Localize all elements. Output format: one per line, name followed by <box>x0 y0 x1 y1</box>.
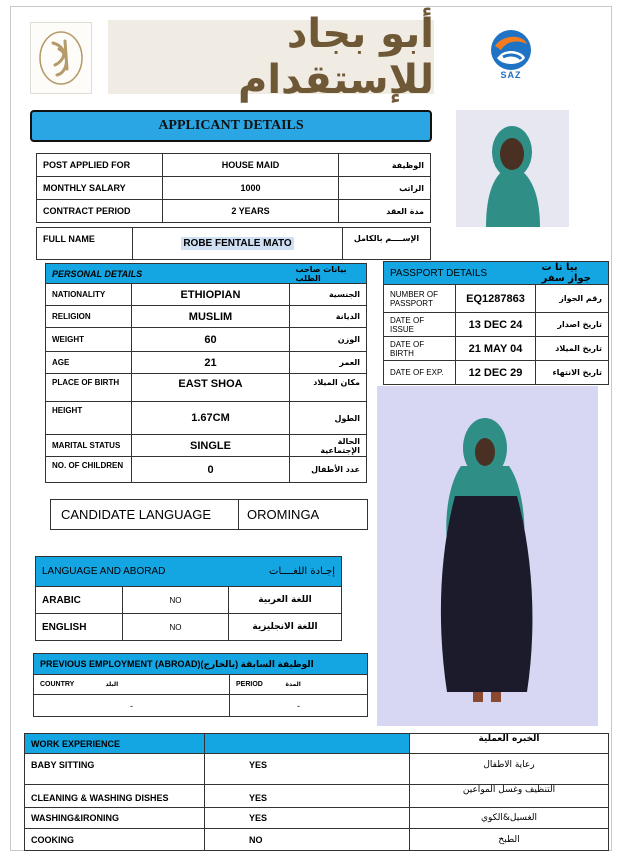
company-logo-left <box>30 22 92 94</box>
personal-value: 60 <box>132 328 290 352</box>
country-value: - <box>34 695 230 717</box>
candidate-language-table <box>50 499 368 530</box>
work-experience-header <box>25 734 609 754</box>
personal-label: AGE <box>46 352 132 374</box>
work-label: BABY SITTING <box>25 754 205 785</box>
passport-label-ar: تاريخ الميلاد <box>536 337 609 361</box>
personal-label: NO. OF CHILDREN <box>46 457 132 483</box>
personal-details-title: PERSONAL DETAILS <box>46 264 290 284</box>
full-name-label: FULL NAME <box>37 228 133 260</box>
passport-label: DATE OF BIRTH <box>384 337 456 361</box>
saz-logo-icon <box>483 28 539 74</box>
work-label-ar: رعاية الاطفال <box>410 754 609 785</box>
table-row <box>37 154 431 177</box>
table-row <box>46 306 367 328</box>
passport-label: DATE OF ISSUE <box>384 313 456 337</box>
period-label: PERIOD <box>230 675 280 695</box>
job-label-ar: الوظيفة <box>339 154 431 177</box>
table-row <box>25 785 609 808</box>
language-header <box>36 557 342 587</box>
passport-value: EQ1287863 <box>456 285 536 313</box>
language-title-ar: إجـادة اللغــــات <box>229 557 342 587</box>
table-row <box>46 352 367 374</box>
personal-value: EAST SHOA <box>132 374 290 402</box>
personal-label: NATIONALITY <box>46 284 132 306</box>
personal-label: HEIGHT <box>46 402 132 435</box>
work-value: YES <box>205 785 410 808</box>
work-label-ar: التنظيف وغسل المواعين <box>410 785 609 808</box>
previous-employment-table <box>33 653 368 717</box>
page-title: APPLICANT DETAILS <box>30 110 432 142</box>
passport-details-header <box>384 262 609 285</box>
passport-value: 12 DEC 29 <box>456 361 536 385</box>
language-label: ARABIC <box>36 587 123 614</box>
table-row <box>37 200 431 223</box>
personal-label: WEIGHT <box>46 328 132 352</box>
work-label: WASHING&IRONING <box>25 808 205 829</box>
personal-label-ar: الديانة <box>290 306 367 328</box>
work-value: YES <box>205 754 410 785</box>
table-row <box>25 808 609 829</box>
job-label-ar: الراتب <box>339 177 431 200</box>
passport-label: NUMBER OF PASSPORT <box>384 285 456 313</box>
table-row <box>46 435 367 457</box>
table-row <box>46 374 367 402</box>
candidate-language-label: CANDIDATE LANGUAGE <box>51 500 239 530</box>
passport-label-ar: تاريخ الانتهاء <box>536 361 609 385</box>
previous-employment-title: PREVIOUS EMPLOYMENT (ABROAD)(الوظيفة السابقة (بالخارج <box>34 654 368 675</box>
language-label: ENGLISH <box>36 614 123 641</box>
personal-value: SINGLE <box>132 435 290 457</box>
work-value: YES <box>205 808 410 829</box>
table-row <box>36 614 342 641</box>
work-experience-blank <box>205 734 410 754</box>
period-label-ar: المدة <box>280 675 368 695</box>
work-experience-title: WORK EXPERIENCE <box>25 734 205 754</box>
full-body-photo <box>377 386 598 726</box>
table-row <box>384 361 609 385</box>
table-row <box>384 313 609 337</box>
company-banner: أبو بجاد للإستقدام <box>108 20 434 94</box>
job-label: MONTHLY SALARY <box>37 177 163 200</box>
personal-label-ar: الحالة الإجتماعية <box>290 435 367 457</box>
work-value: NO <box>205 829 410 851</box>
saz-logo-label: SAZ <box>500 70 522 80</box>
country-label: COUNTRY <box>34 675 100 695</box>
table-row <box>46 328 367 352</box>
calligraphy-logo-icon <box>37 29 85 87</box>
table-row <box>25 829 609 851</box>
personal-details-table <box>45 263 367 483</box>
language-value: NO <box>123 587 229 614</box>
personal-details-header <box>46 264 367 284</box>
personal-value: 21 <box>132 352 290 374</box>
full-name-value <box>133 228 343 260</box>
job-label-ar: مدة العقد <box>339 200 431 223</box>
table-row <box>384 285 609 313</box>
job-label: POST APPLIED FOR <box>37 154 163 177</box>
personal-value: MUSLIM <box>132 306 290 328</box>
work-experience-title-ar: الخبره العملية <box>410 734 609 754</box>
personal-label-ar: العمر <box>290 352 367 374</box>
personal-value: 0 <box>132 457 290 483</box>
passport-details-title-ar: بيا نا ت جواز سفر <box>536 262 609 285</box>
portrait-figure-icon <box>456 110 569 227</box>
personal-label: MARITAL STATUS <box>46 435 132 457</box>
passport-details-table <box>383 261 609 385</box>
personal-label-ar: الطول <box>290 402 367 435</box>
personal-value: ETHIOPIAN <box>132 284 290 306</box>
personal-details-title-ar: بيانات صاحب الطلب <box>290 264 367 284</box>
table-row <box>34 675 368 695</box>
personal-value: 1.67CM <box>132 402 290 435</box>
table-row <box>46 457 367 483</box>
personal-label-ar: الوزن <box>290 328 367 352</box>
work-label-ar: الغسيل&الكوي <box>410 808 609 829</box>
job-details-table <box>36 153 431 223</box>
passport-details-title: PASSPORT DETAILS <box>384 262 536 285</box>
full-body-figure-icon <box>377 386 598 726</box>
table-row <box>37 177 431 200</box>
work-label: CLEANING & WASHING DISHES <box>25 785 205 808</box>
job-value: 1000 <box>163 177 339 200</box>
job-label: CONTRACT PERIOD <box>37 200 163 223</box>
work-label: COOKING <box>25 829 205 851</box>
table-row <box>384 337 609 361</box>
personal-label-ar: الجنسية <box>290 284 367 306</box>
language-title: LANGUAGE AND ABORAD <box>36 557 229 587</box>
full-name-table <box>36 227 431 260</box>
country-label-ar: البلد <box>100 675 230 695</box>
passport-label-ar: تاريخ اصدار <box>536 313 609 337</box>
full-name-text: ROBE FENTALE MATO <box>183 238 292 249</box>
company-logo-right <box>480 28 542 86</box>
table-row <box>34 695 368 717</box>
table-row <box>51 500 368 530</box>
passport-label: DATE OF EXP. <box>384 361 456 385</box>
passport-value: 21 MAY 04 <box>456 337 536 361</box>
personal-label: PLACE OF BIRTH <box>46 374 132 402</box>
job-value: 2 YEARS <box>163 200 339 223</box>
passport-value: 13 DEC 24 <box>456 313 536 337</box>
full-name-label-ar: الإســــم بالكامل <box>343 228 431 260</box>
table-row <box>46 284 367 306</box>
previous-employment-header <box>34 654 368 675</box>
job-value: HOUSE MAID <box>163 154 339 177</box>
work-experience-table <box>24 733 609 851</box>
portrait-photo <box>456 110 569 227</box>
language-label-ar: اللغة العربية <box>229 587 342 614</box>
language-table <box>35 556 342 641</box>
personal-label-ar: مكان الميلاد <box>290 374 367 402</box>
language-label-ar: اللغة الانجليزية <box>229 614 342 641</box>
candidate-language-value: OROMINGA <box>239 500 368 530</box>
table-row <box>46 402 367 435</box>
personal-label: RELIGION <box>46 306 132 328</box>
period-value: - <box>230 695 368 717</box>
work-label-ar: الطبخ <box>410 829 609 851</box>
language-value: NO <box>123 614 229 641</box>
table-row <box>25 754 609 785</box>
table-row <box>36 587 342 614</box>
passport-label-ar: رقم الجواز <box>536 285 609 313</box>
personal-label-ar: عدد الأطفال <box>290 457 367 483</box>
table-row <box>37 228 431 260</box>
